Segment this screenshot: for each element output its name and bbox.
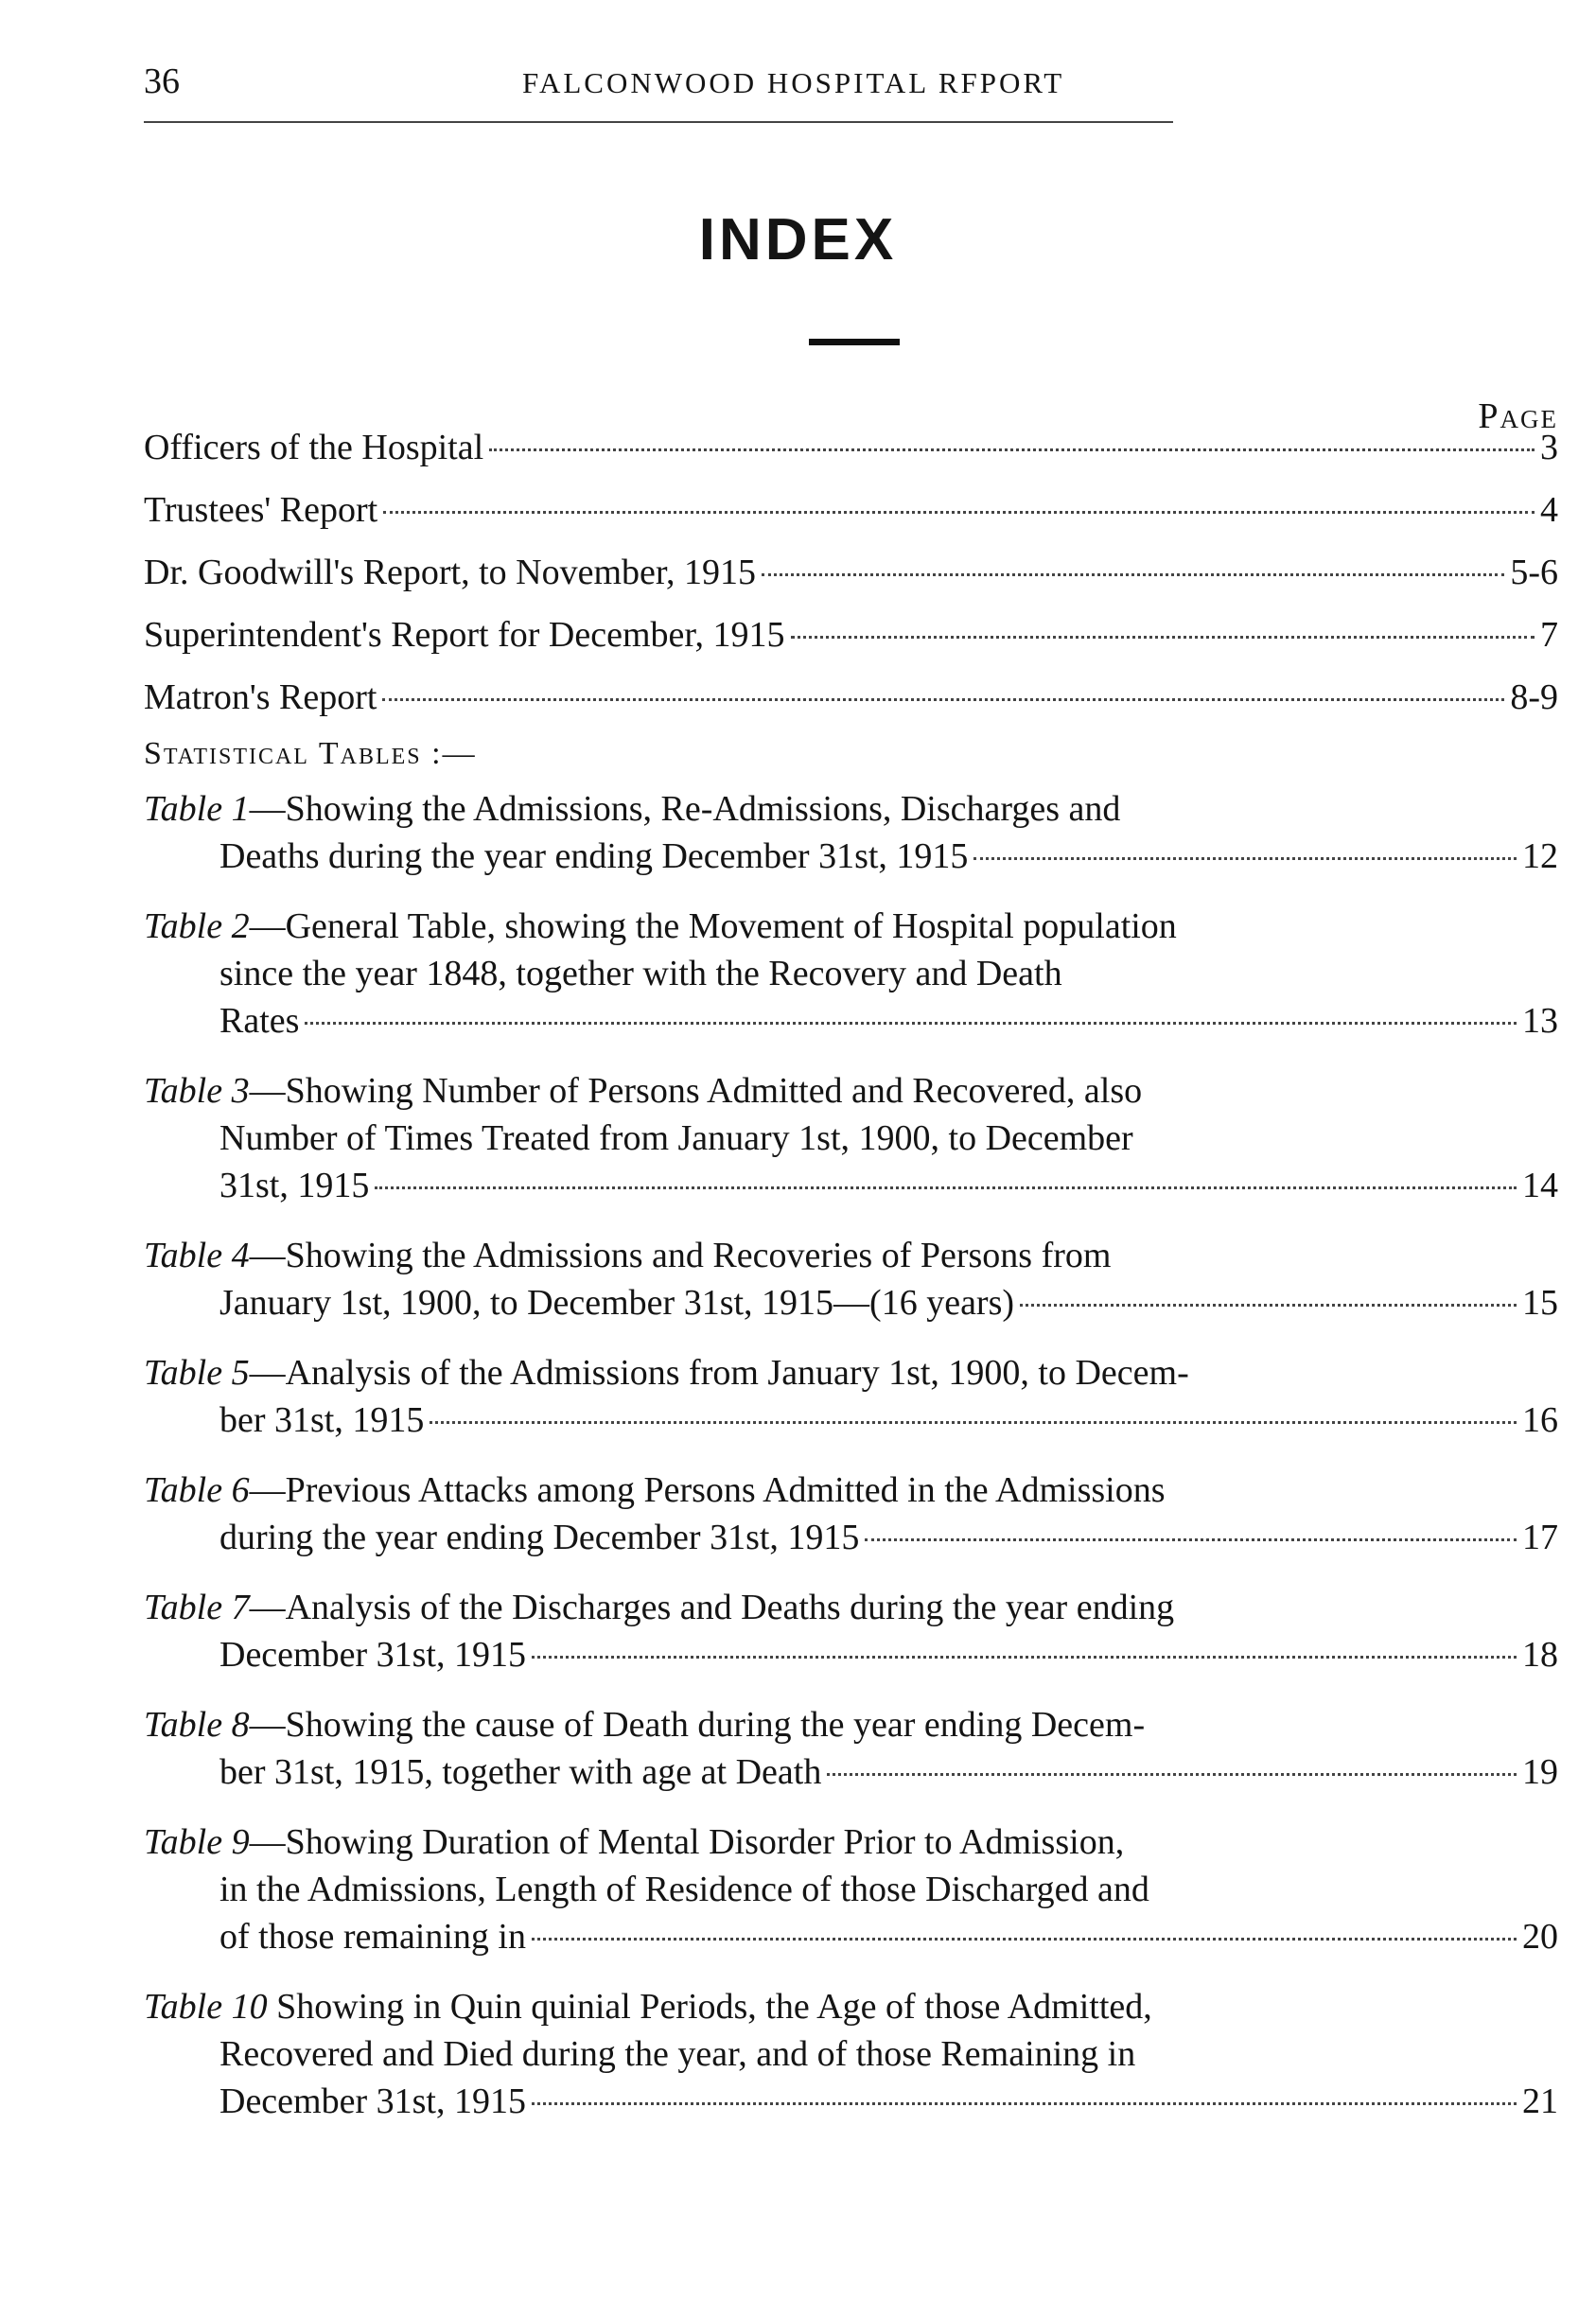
table-label: Table 2 [144, 906, 250, 946]
dot-leader [865, 1538, 1517, 1541]
table-description-line: since the year 1848, together with the Recovery and Death [219, 954, 1062, 993]
table-page: 16 [1522, 1400, 1558, 1440]
dot-leader [383, 511, 1535, 514]
table-description: —General Table, showing the Movement of Hospital population [249, 906, 1177, 946]
table-label: Table 8 [144, 1705, 250, 1745]
table-entry [144, 1584, 1558, 1678]
table-label: Table 4 [144, 1236, 250, 1275]
table-label: Table 1 [144, 789, 250, 829]
entry-title: Matron's Report [144, 677, 377, 717]
table-page: 17 [1522, 1518, 1558, 1557]
running-head [144, 61, 1563, 102]
dot-leader [532, 1656, 1517, 1659]
entry-title: Dr. Goodwill's Report, to November, 1915 [144, 553, 757, 592]
index-entry [144, 486, 1558, 534]
dot-leader [489, 448, 1535, 451]
index-entry [144, 424, 1558, 471]
dot-leader [762, 573, 1504, 576]
table-description-end: during the year ending December 31st, 1915 [219, 1518, 860, 1557]
table-description: —Previous Attacks among Persons Admitted in the Admissions [249, 1470, 1166, 1510]
index-entries [144, 424, 1558, 2148]
table-label: Table 5 [144, 1353, 250, 1393]
table-label: Table 3 [144, 1071, 250, 1111]
table-entry [144, 1232, 1558, 1326]
dot-leader [375, 1186, 1517, 1189]
entry-page: 5-6 [1510, 553, 1558, 592]
dot-leader [430, 1421, 1517, 1424]
table-page: 20 [1522, 1917, 1558, 1957]
dot-leader [532, 1938, 1517, 1941]
table-description-line: Recovered and Died during the year, and of those Remaining in [219, 2034, 1136, 2074]
table-description-end: Deaths during the year ending December 31st, 1915 [219, 836, 969, 876]
table-description-line: in the Admissions, Length of Residence of those Discharged and [219, 1870, 1149, 1909]
entry-title: Trustees' Report [144, 490, 378, 530]
table-page: 14 [1522, 1166, 1558, 1205]
dot-leader [382, 698, 1504, 701]
dot-leader [532, 2102, 1517, 2105]
table-description-end: of those remaining in [219, 1917, 526, 1957]
table-description: —Analysis of the Admissions from January 1st, 1900, to Decem- [249, 1353, 1189, 1393]
table-description-end: December 31st, 1915 [219, 1635, 526, 1675]
table-entry [144, 1701, 1558, 1796]
table-label: Table 9 [144, 1822, 250, 1862]
table-page: 13 [1522, 1001, 1558, 1041]
table-description-end: Rates [219, 1001, 300, 1041]
table-description: —Analysis of the Discharges and Deaths during the year ending [249, 1588, 1175, 1627]
page-number: 36 [144, 61, 180, 101]
table-description-end: December 31st, 1915 [219, 2081, 526, 2121]
table-description: —Showing the Admissions, Re-Admissions, Discharges and [249, 789, 1121, 829]
table-entry [144, 903, 1558, 1045]
table-page: 18 [1522, 1635, 1558, 1675]
page-title: INDEX [698, 207, 898, 272]
section-heading: Statistical Tables :— [144, 736, 477, 771]
header-rule [144, 121, 1173, 123]
page-column-label: Page [1478, 396, 1558, 436]
table-description-end: ber 31st, 1915 [219, 1400, 425, 1440]
title-rule [809, 339, 900, 345]
table-description-end: January 1st, 1900, to December 31st, 1915—(16 years) [219, 1283, 1015, 1323]
dot-leader [305, 1022, 1517, 1025]
table-description: —Showing Number of Persons Admitted and Recovered, also [249, 1071, 1143, 1111]
table-label: Table 7 [144, 1588, 250, 1627]
table-entry [144, 1349, 1558, 1444]
dot-leader [1020, 1304, 1517, 1307]
table-entry [144, 1467, 1558, 1561]
entry-page: 3 [1540, 428, 1558, 467]
dot-leader [827, 1773, 1517, 1776]
entry-page: 7 [1540, 615, 1558, 655]
entry-title: Officers of the Hospital [144, 428, 484, 467]
table-entry [144, 1818, 1558, 1960]
table-description: Showing in Quin quinial Periods, the Age of those Admitted, [267, 1987, 1152, 2027]
dot-leader [791, 636, 1535, 639]
table-description: —Showing Duration of Mental Disorder Prior to Admission, [249, 1822, 1125, 1862]
table-description: —Showing the cause of Death during the year ending Decem- [249, 1705, 1146, 1745]
entry-page: 8-9 [1510, 677, 1558, 717]
dot-leader [973, 857, 1517, 860]
running-title: FALCONWOOD HOSPITAL RFPORT [522, 66, 1065, 99]
entry-title: Superintendent's Report for December, 1915 [144, 615, 785, 655]
table-page: 12 [1522, 836, 1558, 876]
index-entry [144, 674, 1558, 721]
table-description-end: 31st, 1915 [219, 1166, 370, 1205]
table-page: 21 [1522, 2081, 1558, 2121]
table-description-line: Number of Times Treated from January 1st, 1900, to December [219, 1118, 1133, 1158]
table-description: —Showing the Admissions and Recoveries of Persons from [249, 1236, 1112, 1275]
table-label: Table 6 [144, 1470, 250, 1510]
table-entry [144, 1067, 1558, 1209]
index-entry [144, 549, 1558, 596]
table-description-end: ber 31st, 1915, together with age at Death [219, 1752, 822, 1792]
table-entry [144, 785, 1558, 880]
index-entry [144, 611, 1558, 659]
entry-page: 4 [1540, 490, 1558, 530]
table-entry [144, 1983, 1558, 2125]
table-page: 19 [1522, 1752, 1558, 1792]
table-page: 15 [1522, 1283, 1558, 1323]
table-label: Table 10 [144, 1987, 268, 2027]
